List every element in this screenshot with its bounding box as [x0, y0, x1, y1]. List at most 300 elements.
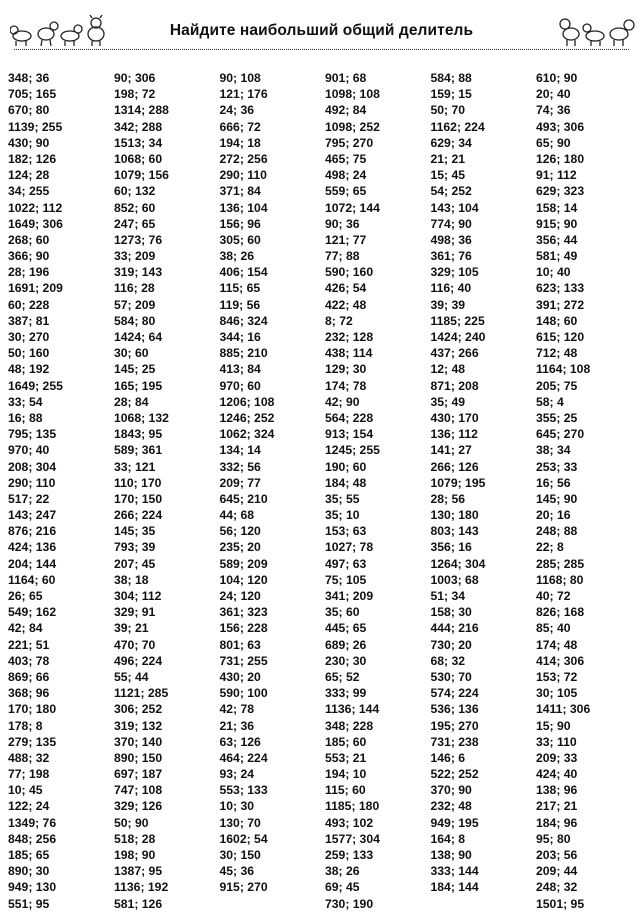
number-pair: 232; 128	[325, 330, 374, 344]
page-header	[0, 0, 643, 58]
number-pair: 110; 170	[114, 475, 162, 490]
number-pair: 913; 154	[325, 427, 374, 442]
number-pair: 253; 33	[536, 459, 578, 474]
number-pair: 190; 60	[325, 459, 367, 474]
number-pair: 194; 18	[219, 135, 261, 150]
number-pair: 248; 88	[536, 524, 578, 539]
number-pair: 21; 36	[219, 718, 255, 733]
number-pair: 470; 70	[114, 637, 156, 652]
number-pair: 90; 36	[325, 216, 360, 231]
number-pair: 204; 144	[8, 556, 57, 571]
number-pair: 333; 144	[430, 864, 479, 879]
number-pair: 581; 126	[114, 896, 163, 911]
number-pair: 16; 56	[536, 475, 571, 490]
number-pair: 697; 187	[114, 767, 163, 782]
number-pair: 584; 80	[114, 313, 156, 328]
number-pair: 174; 48	[536, 637, 578, 652]
number-pair: 876; 216	[8, 524, 57, 539]
number-pair: 846; 324	[219, 313, 268, 328]
number-pair: 56; 120	[219, 524, 261, 539]
number-pair: 60; 228	[8, 297, 50, 312]
number-pair: 1072; 144	[325, 200, 380, 215]
exercise-column-6	[536, 70, 642, 916]
number-pair: 217; 21	[536, 799, 578, 814]
number-pair: 124; 28	[8, 168, 50, 183]
number-pair: 348; 228	[325, 718, 374, 733]
number-pair: 1168; 80	[536, 572, 584, 587]
number-pair: 319; 132	[114, 718, 163, 733]
number-pair: 430; 90	[8, 135, 50, 150]
number-pair: 266; 224	[114, 508, 163, 523]
number-pair: 119; 56	[219, 297, 261, 312]
number-pair: 279; 135	[8, 734, 57, 749]
number-pair: 1185; 225	[430, 313, 485, 328]
number-pair: 39; 21	[114, 621, 149, 636]
number-pair: 564; 228	[325, 410, 374, 425]
number-pair: 28; 56	[430, 491, 466, 506]
number-pair: 1424; 240	[430, 330, 486, 344]
number-pair: 42; 78	[219, 702, 255, 717]
number-pair: 1387; 95	[114, 864, 163, 879]
number-pair: 221; 51	[8, 637, 50, 652]
number-pair: 259; 133	[325, 848, 374, 862]
number-pair: 1003; 68	[430, 572, 479, 587]
number-pair: 1162; 224	[430, 119, 485, 134]
number-pair: 51; 34	[430, 589, 466, 603]
number-pair: 153; 63	[325, 524, 367, 539]
number-pair: 590; 160	[325, 265, 374, 280]
number-pair: 517; 22	[8, 491, 50, 506]
number-pair: 730; 20	[430, 637, 472, 652]
number-pair: 1245; 255	[325, 443, 380, 458]
number-pair: 356; 16	[430, 540, 472, 555]
number-pair: 248; 32	[536, 880, 578, 895]
number-pair: 356; 44	[536, 232, 578, 247]
number-pair: 645; 210	[219, 491, 268, 506]
number-pair: 35; 49	[430, 394, 466, 409]
number-pair: 1098; 108	[325, 87, 380, 102]
number-pair: 90; 108	[219, 71, 261, 85]
number-pair: 42; 90	[325, 394, 360, 409]
number-pair: 247; 65	[114, 216, 156, 231]
number-pair: 304; 112	[114, 589, 162, 603]
number-pair: 368; 96	[8, 686, 50, 701]
number-pair: 60; 132	[114, 184, 156, 199]
number-pair: 121; 77	[325, 232, 367, 247]
number-pair: 209; 77	[219, 475, 261, 490]
number-pair: 116; 40	[430, 281, 472, 296]
number-pair: 549; 162	[8, 605, 57, 620]
number-pair: 518; 28	[114, 831, 156, 846]
number-pair: 115; 60	[325, 783, 366, 798]
number-pair: 50; 160	[8, 346, 50, 361]
number-pair: 795; 135	[8, 427, 57, 442]
number-pair: 949; 130	[8, 880, 57, 895]
number-pair: 333; 99	[325, 686, 367, 701]
number-pair: 34; 255	[8, 184, 50, 199]
number-pair: 184; 48	[325, 475, 367, 490]
number-pair: 329; 105	[430, 265, 479, 280]
exercise-column-4	[325, 70, 431, 916]
number-pair: 1577; 304	[325, 831, 380, 846]
number-pair: 341; 209	[325, 589, 374, 603]
number-pair: 104; 120	[219, 572, 268, 587]
number-pair: 1273; 76	[114, 232, 163, 247]
number-pair: 145; 90	[536, 491, 578, 506]
number-pair: 143; 104	[430, 200, 479, 215]
number-pair: 1068; 132	[114, 410, 169, 425]
number-pair: 344; 16	[219, 330, 261, 344]
number-pair: 305; 60	[219, 232, 261, 247]
number-pair: 48; 192	[8, 362, 50, 377]
number-pair: 10; 45	[8, 783, 43, 798]
number-pair: 342; 288	[114, 119, 163, 134]
number-pair: 290; 110	[8, 475, 56, 490]
number-pair: 159; 15	[430, 87, 472, 102]
header-divider	[14, 49, 629, 50]
number-pair: 424; 40	[536, 767, 578, 782]
number-pair: 406; 154	[219, 265, 268, 280]
number-pair: 235; 20	[219, 540, 261, 555]
number-pair: 50; 90	[114, 815, 149, 830]
number-pair: 1206; 108	[219, 394, 275, 409]
number-pair: 774; 90	[430, 216, 472, 231]
number-pair: 366; 90	[8, 249, 50, 264]
number-pair: 949; 195	[430, 815, 479, 830]
number-pair: 1098; 252	[325, 119, 380, 134]
number-pair: 35; 60	[325, 605, 360, 620]
number-pair: 1649; 306	[8, 216, 63, 231]
number-pair: 290; 110	[219, 168, 267, 183]
number-pair: 22; 8	[536, 540, 564, 555]
number-pair: 1139; 255	[8, 119, 63, 134]
number-pair: 496; 224	[114, 653, 163, 668]
number-pair: 54; 252	[430, 184, 472, 199]
number-pair: 355; 25	[536, 410, 578, 425]
number-pair: 182; 126	[8, 151, 57, 166]
number-pair: 121; 176	[219, 87, 268, 102]
number-pair: 1501; 95	[536, 896, 585, 911]
number-pair: 38; 26	[219, 249, 255, 264]
number-pair: 522; 252	[430, 767, 479, 782]
number-pair: 63; 126	[219, 734, 261, 749]
number-pair: 803; 143	[430, 524, 479, 539]
number-pair: 26; 65	[8, 589, 43, 603]
number-pair: 145; 25	[114, 362, 156, 377]
number-pair: 35; 55	[325, 491, 360, 506]
number-pair: 95; 80	[536, 831, 571, 846]
number-pair: 266; 126	[430, 459, 479, 474]
number-pair: 581; 49	[536, 249, 578, 264]
number-pair: 1649; 255	[8, 378, 63, 393]
number-pair: 1602; 54	[219, 831, 268, 846]
number-pair: 1691; 209	[8, 281, 63, 296]
number-pair: 1027; 78	[325, 540, 374, 555]
number-pair: 1022; 112	[8, 200, 63, 215]
number-pair: 16; 88	[8, 410, 43, 425]
number-pair: 901; 68	[325, 71, 367, 85]
number-pair: 430; 20	[219, 669, 261, 684]
number-pair: 148; 60	[536, 313, 578, 328]
number-pair: 143; 247	[8, 508, 57, 523]
number-pair: 134; 14	[219, 443, 261, 458]
number-pair: 30; 270	[8, 330, 50, 344]
number-pair: 198; 72	[114, 87, 156, 102]
number-pair: 203; 56	[536, 848, 578, 862]
number-pair: 1121; 285	[114, 686, 169, 701]
number-pair: 170; 180	[8, 702, 57, 717]
number-pair: 130; 70	[219, 815, 261, 830]
number-pair: 20; 40	[536, 87, 571, 102]
number-pair: 498; 36	[430, 232, 472, 247]
number-pair: 391; 272	[536, 297, 585, 312]
number-pair: 584; 88	[430, 71, 472, 85]
number-pair: 445; 65	[325, 621, 367, 636]
exercise-column-3	[220, 70, 326, 916]
number-pair: 268; 60	[8, 232, 50, 247]
number-pair: 44; 68	[219, 508, 255, 523]
number-pair: 370; 140	[114, 734, 163, 749]
number-pair: 890; 150	[114, 750, 163, 765]
number-pair: 38; 26	[325, 864, 360, 879]
number-pair: 589; 361	[114, 443, 163, 458]
number-pair: 1164; 60	[8, 572, 56, 587]
number-pair: 1246; 252	[219, 410, 275, 425]
number-pair: 198; 90	[114, 848, 156, 862]
number-pair: 629; 34	[430, 135, 472, 150]
number-pair: 33; 110	[536, 734, 577, 749]
number-pair: 15; 45	[430, 168, 466, 183]
number-pair: 890; 30	[8, 864, 50, 879]
number-pair: 68; 32	[430, 653, 466, 668]
number-pair: 209; 44	[536, 864, 578, 879]
number-pair: 40; 72	[536, 589, 571, 603]
number-pair: 970; 60	[219, 378, 261, 393]
number-pair: 165; 195	[114, 378, 163, 393]
number-pair: 915; 270	[219, 880, 268, 895]
number-pair: 208; 304	[8, 459, 57, 474]
number-pair: 623; 133	[536, 281, 585, 296]
number-pair: 387; 81	[8, 313, 50, 328]
number-pair: 77; 88	[325, 249, 360, 264]
number-pair: 164; 8	[430, 831, 466, 846]
number-pair: 332; 56	[219, 459, 261, 474]
number-pair: 90; 306	[114, 71, 156, 85]
number-pair: 705; 165	[8, 87, 57, 102]
number-pair: 1164; 108	[536, 362, 591, 377]
number-pair: 195; 270	[430, 718, 479, 733]
number-pair: 184; 144	[430, 880, 479, 895]
number-pair: 93; 24	[219, 767, 255, 782]
number-pair: 20; 16	[536, 508, 571, 523]
number-pair: 670; 80	[8, 103, 50, 118]
number-pair: 91; 112	[536, 168, 577, 183]
number-pair: 712; 48	[536, 346, 578, 361]
number-pair: 136; 104	[219, 200, 268, 215]
animals-drawing-icon	[557, 14, 637, 48]
number-pair: 444; 216	[430, 621, 479, 636]
number-pair: 553; 133	[219, 783, 268, 798]
number-pair: 185; 60	[325, 734, 367, 749]
number-pair: 230; 30	[325, 653, 367, 668]
number-pair: 50; 70	[430, 103, 466, 118]
number-pair: 970; 40	[8, 443, 50, 458]
number-pair: 115; 65	[219, 281, 261, 296]
number-pair: 272; 256	[219, 151, 268, 166]
number-pair: 126; 180	[536, 151, 585, 166]
number-pair: 28; 84	[114, 394, 149, 409]
number-pair: 42; 84	[8, 621, 43, 636]
number-pair: 1349; 76	[8, 815, 57, 830]
number-pair: 69; 45	[325, 880, 360, 895]
number-pair: 530; 70	[430, 669, 472, 684]
number-pair: 30; 105	[536, 686, 578, 701]
number-pair: 158; 30	[430, 605, 472, 620]
number-pair: 747; 108	[114, 783, 163, 798]
number-pair: 319; 143	[114, 265, 163, 280]
number-pair: 45; 36	[219, 864, 255, 879]
number-pair: 33; 121	[114, 459, 156, 474]
number-pair: 74; 36	[536, 103, 571, 118]
number-pair: 498; 24	[325, 168, 367, 183]
number-pair: 232; 48	[430, 799, 472, 814]
number-pair: 615; 120	[536, 330, 585, 344]
number-pair: 497; 63	[325, 556, 367, 571]
exercise-columns	[8, 70, 639, 916]
number-pair: 1079; 195	[430, 475, 486, 490]
number-pair: 146; 6	[430, 750, 466, 765]
number-pair: 57; 209	[114, 297, 156, 312]
number-pair: 869; 66	[8, 669, 50, 684]
number-pair: 12; 48	[430, 362, 466, 377]
number-pair: 329; 126	[114, 799, 163, 814]
number-pair: 130; 180	[430, 508, 479, 523]
number-pair: 852; 60	[114, 200, 156, 215]
number-pair: 871; 208	[430, 378, 479, 393]
number-pair: 438; 114	[325, 346, 373, 361]
number-pair: 24; 120	[219, 589, 261, 603]
number-pair: 848; 256	[8, 831, 57, 846]
number-pair: 1136; 144	[325, 702, 380, 717]
number-pair: 156; 228	[219, 621, 268, 636]
number-pair: 492; 84	[325, 103, 367, 118]
number-pair: 1264; 304	[430, 556, 486, 571]
number-pair: 30; 60	[114, 346, 149, 361]
number-pair: 590; 100	[219, 686, 268, 701]
number-pair: 1513; 34	[114, 135, 163, 150]
number-pair: 194; 10	[325, 767, 367, 782]
number-pair: 731; 255	[219, 653, 268, 668]
number-pair: 185; 65	[8, 848, 50, 862]
number-pair: 371; 84	[219, 184, 261, 199]
number-pair: 645; 270	[536, 427, 585, 442]
number-pair: 77; 198	[8, 767, 50, 782]
number-pair: 38; 34	[536, 443, 571, 458]
number-pair: 403; 78	[8, 653, 50, 668]
number-pair: 801; 63	[219, 637, 261, 652]
number-pair: 551; 95	[8, 896, 50, 911]
number-pair: 178; 8	[8, 718, 43, 733]
number-pair: 15; 90	[536, 718, 571, 733]
number-pair: 361; 323	[219, 605, 268, 620]
exercise-column-5	[431, 70, 537, 916]
number-pair: 116; 28	[114, 281, 155, 296]
number-pair: 574; 224	[430, 686, 479, 701]
number-pair: 65; 52	[325, 669, 360, 684]
number-pair: 209; 33	[536, 750, 578, 765]
number-pair: 1185; 180	[325, 799, 380, 814]
number-pair: 348; 36	[8, 71, 50, 85]
number-pair: 826; 168	[536, 605, 585, 620]
number-pair: 493; 306	[536, 119, 585, 134]
number-pair: 465; 75	[325, 151, 367, 166]
number-pair: 1843; 95	[114, 427, 163, 442]
exercise-column-2	[114, 70, 220, 916]
number-pair: 689; 26	[325, 637, 367, 652]
number-pair: 10; 40	[536, 265, 571, 280]
exercise-column-1	[8, 70, 114, 916]
number-pair: 75; 105	[325, 572, 367, 587]
number-pair: 426; 54	[325, 281, 367, 296]
number-pair: 536; 136	[430, 702, 479, 717]
number-pair: 138; 96	[536, 783, 578, 798]
number-pair: 437; 266	[430, 346, 479, 361]
number-pair: 21; 21	[430, 151, 466, 166]
number-pair: 33; 209	[114, 249, 156, 264]
number-pair: 629; 323	[536, 184, 585, 199]
page-title: Найдите наибольший общий делитель	[169, 22, 474, 39]
number-pair: 553; 21	[325, 750, 367, 765]
number-pair: 370; 90	[430, 783, 472, 798]
number-pair: 731; 238	[430, 734, 479, 749]
number-pair: 38; 18	[114, 572, 149, 587]
number-pair: 156; 96	[219, 216, 261, 231]
number-pair: 65; 90	[536, 135, 571, 150]
number-pair: 184; 96	[536, 815, 578, 830]
number-pair: 430; 170	[430, 410, 479, 425]
number-pair: 122; 24	[8, 799, 50, 814]
number-pair: 1068; 60	[114, 151, 163, 166]
number-pair: 1314; 288	[114, 103, 169, 118]
number-pair: 422; 48	[325, 297, 367, 312]
number-pair: 30; 150	[219, 848, 261, 862]
number-pair: 329; 91	[114, 605, 156, 620]
number-pair: 795; 270	[325, 135, 374, 150]
number-pair: 306; 252	[114, 702, 163, 717]
number-pair: 55; 44	[114, 669, 149, 684]
number-pair: 424; 136	[8, 540, 57, 555]
number-pair: 464; 224	[219, 750, 268, 765]
number-pair: 8; 72	[325, 313, 353, 328]
number-pair: 610; 90	[536, 71, 578, 85]
number-pair: 28; 196	[8, 265, 50, 280]
number-pair: 10; 30	[219, 799, 255, 814]
number-pair: 413; 84	[219, 362, 261, 377]
number-pair: 138; 90	[430, 848, 472, 862]
number-pair: 1079; 156	[114, 168, 169, 183]
number-pair: 205; 75	[536, 378, 578, 393]
number-pair: 559; 65	[325, 184, 367, 199]
number-pair: 488; 32	[8, 750, 50, 765]
number-pair: 730; 190	[325, 896, 374, 911]
number-pair: 1424; 64	[114, 330, 163, 344]
number-pair: 285; 285	[536, 556, 585, 571]
number-pair: 1062; 324	[219, 427, 275, 442]
number-pair: 35; 10	[325, 508, 360, 523]
number-pair: 1136; 192	[114, 880, 169, 895]
number-pair: 136; 112	[430, 427, 478, 442]
number-pair: 493; 102	[325, 815, 374, 830]
